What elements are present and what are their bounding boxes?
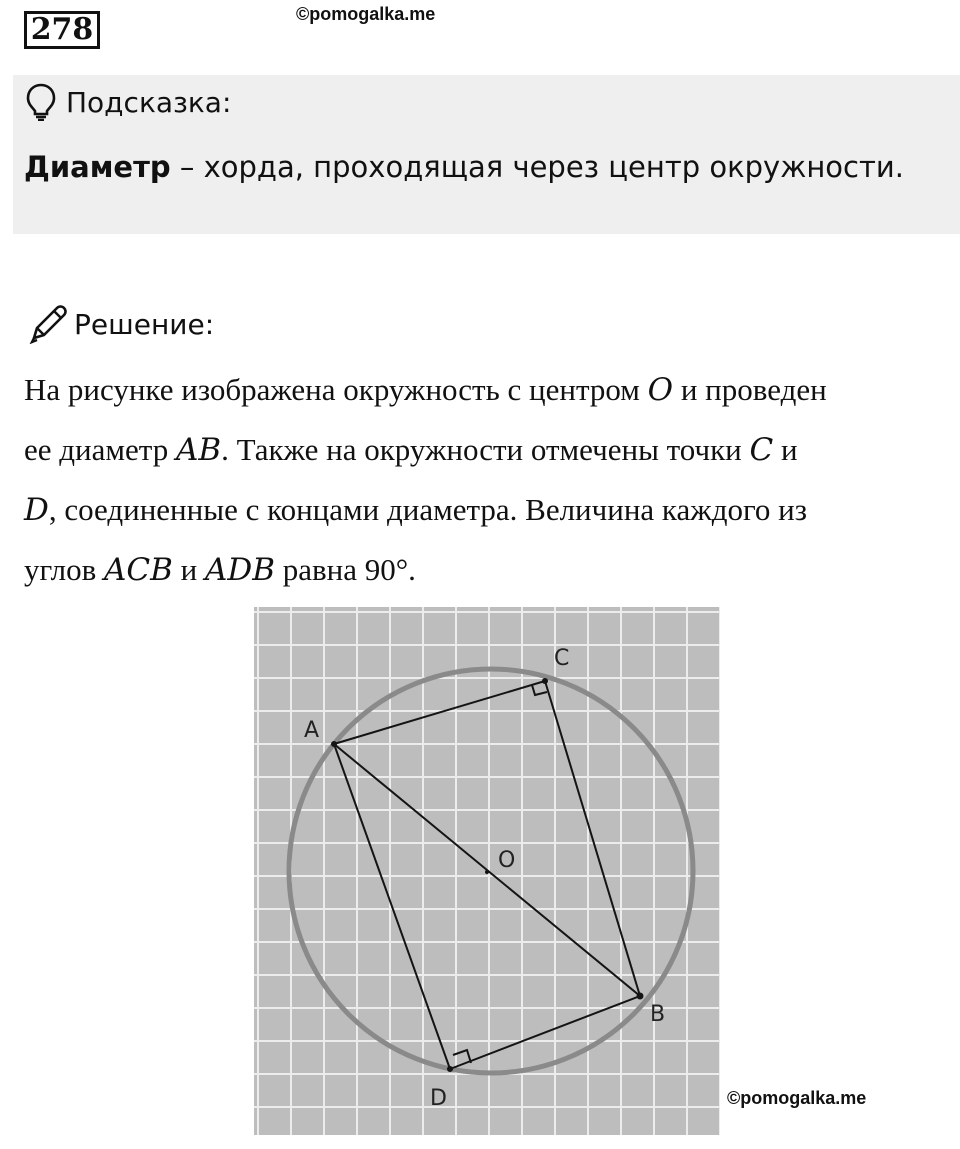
- solution-line-4: [24, 540, 954, 600]
- watermark-bottom: ©pomogalka.me: [727, 1088, 867, 1108]
- text: углов: [24, 552, 104, 587]
- math-var: C: [749, 432, 774, 468]
- solution-text: [24, 360, 954, 600]
- label-o: O: [498, 848, 516, 873]
- task-number: 278: [24, 11, 100, 49]
- point-o: [485, 870, 489, 874]
- point-a: [331, 741, 337, 747]
- label-a: A: [304, 718, 320, 743]
- text: . Также на окружности отмечены точки: [221, 432, 750, 467]
- text: и: [172, 552, 205, 587]
- text: и проведен: [673, 372, 827, 407]
- text: и: [773, 432, 798, 467]
- solution-line-1: [24, 360, 954, 420]
- label-b: B: [650, 1002, 666, 1027]
- solution-title: Решение:: [74, 307, 215, 341]
- math-var: AB: [175, 432, 222, 468]
- hint-term: Диаметр: [24, 150, 171, 184]
- hint-header: [26, 82, 231, 122]
- geometry-figure: [254, 607, 720, 1135]
- math-var: O: [647, 372, 674, 408]
- hint-definition: [24, 150, 904, 184]
- point-c: [542, 678, 548, 684]
- label-c: C: [554, 646, 570, 671]
- label-d: D: [430, 1086, 447, 1111]
- text: равна 90°.: [275, 552, 416, 587]
- pencil-icon: [28, 304, 68, 344]
- math-var: ADB: [204, 552, 276, 588]
- solution-line-2: [24, 420, 954, 480]
- text: ее диаметр: [24, 432, 176, 467]
- text: На рисунке изображена окружность с центром: [24, 372, 648, 407]
- text: , соединенные с концами диаметра. Величина каждого из: [48, 492, 807, 527]
- point-d: [447, 1066, 453, 1072]
- hint-definition-text: – хорда, проходящая через центр окружности.: [170, 150, 904, 184]
- point-b: [637, 993, 644, 1000]
- solution-line-3: [24, 480, 954, 540]
- solution-header: [28, 302, 214, 346]
- watermark-top: ©pomogalka.me: [296, 4, 436, 24]
- math-var: D: [24, 492, 49, 528]
- lightbulb-icon: [26, 83, 56, 121]
- math-var: ACB: [104, 552, 173, 588]
- hint-title: Подсказка:: [66, 85, 232, 119]
